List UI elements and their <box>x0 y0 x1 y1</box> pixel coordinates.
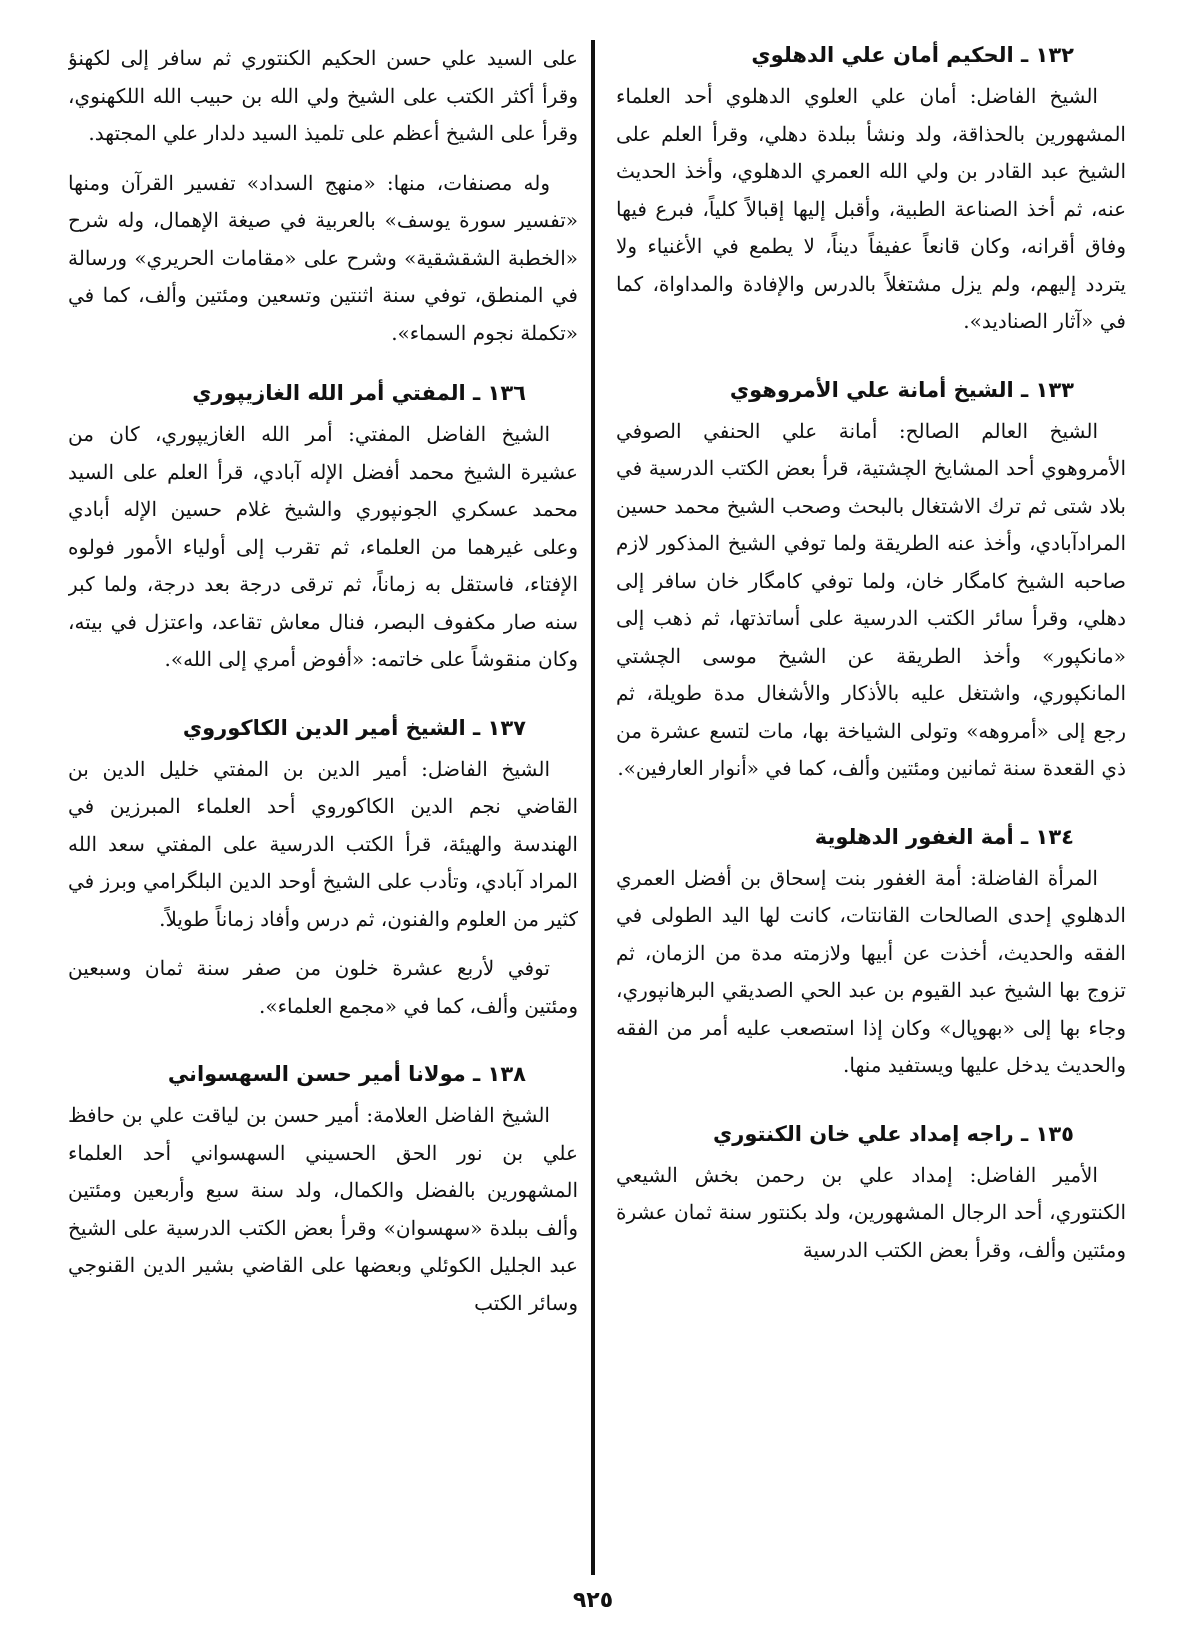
column-divider <box>591 40 595 1575</box>
entry-paragraph: المرأة الفاضلة: أمة الغفور بنت إسحاق بن أفضل العمري الدهلوي إحدى الصالحات القانتات، كانت لها اليد الطولى في الفقه والحديث، أخذت عن أبيها ولازمته مدة من الزمان، ثم تزوج بها الشيخ عبد القيوم بن عبد الحي الصديقي البرهانپوري، وجاء بها إلى «بهوپال» وكان إذا استصعب عليه أمر من الفقه والحديث يدخل عليها ويستفيد منها. <box>616 865 1126 1077</box>
entry-paragraph: الأمير الفاضل: إمداد علي بن رحمن بخش الشيعي الكنتوري، أحد الرجال المشهورين، ولد بكنتور سنة ثمان عشرة ومئتين وألف، وقرأ بعض الكتب الدرسية <box>616 1162 1126 1262</box>
biography-entry-135-continued <box>68 40 578 352</box>
entry-heading: ١٣٧ ـ الشيخ أمير الدين الكاكوروي <box>182 715 526 740</box>
page-number: ٩٢٥ <box>572 1588 614 1613</box>
entry-heading: ١٣٤ ـ أمة الغفور الدهلوية <box>814 824 1074 849</box>
entry-paragraph: توفي لأربع عشرة خلون من صفر سنة ثمان وسبعين ومئتين وألف، كما في «مجمع العلماء». <box>68 956 578 1018</box>
biography-entry-132 <box>616 40 1126 341</box>
entry-paragraph: وله مصنفات، منها: «منهج السداد» تفسير القرآن ومنها «تفسير سورة يوسف» بالعربية في صيغة الإهمال، وله شرح «الخطبة الشقشقية» وشرح على «مقامات الحريري» ورسالة في المنطق، توفي سنة اثنتين وتسعين ومئتين وألف، كما في «تكملة نجوم السماء». <box>68 170 578 345</box>
entry-heading: ١٣٦ ـ المفتي أمر الله الغازيپوري <box>192 381 526 405</box>
entry-heading: ١٣٢ ـ الحكيم أمان علي الدهلوي <box>751 43 1074 67</box>
entry-paragraph: الشيخ الفاضل المفتي: أمر الله الغازيپوري، كان من عشيرة الشيخ محمد أفضل الإله آبادي، قرأ العلم على السيد محمد عسكري الجونپوري والشيخ غلام حسين الإله أبادي وعلى غيرهما من العلماء، ثم تقرب إلى أولياء الأمور فولوه الإفتاء، فاستقل به زماناً، ثم ترقى درجة بعد درجة، ولما كبر سنه صار مكفوف البصر، فنال معاش تقاعد، واعتزل في بيته، وكان منقوشاً على خاتمه: «أفوض أمري إلى الله». <box>68 422 578 671</box>
entry-heading: ١٣٨ ـ مولانا أمير حسن السهسواني <box>167 1062 526 1086</box>
biography-entry-134 <box>616 822 1126 1085</box>
biography-entry-137 <box>68 713 578 1026</box>
left-column <box>68 40 578 1580</box>
biography-entry-133 <box>616 375 1126 788</box>
entry-paragraph: الشيخ الفاضل العلامة: أمير حسن بن لياقت علي بن حافظ علي بن نور الحق الحسيني السهسواني أحد العلماء المشهورين بالفضل والكمال، ولد سنة سبع وأربعين ومئتين وألف ببلدة «سهسوان» وقرأ بعض الكتب الدرسية على الشيخ عبد الجليل الكوئلي وبعضها على القاضي بشير الدين القنوجي وسائر الكتب <box>68 1103 578 1315</box>
biography-entry-138 <box>68 1059 578 1322</box>
entry-heading: ١٣٣ ـ الشيخ أمانة علي الأمروهوي <box>729 377 1074 402</box>
entry-paragraph: على السيد علي حسن الحكيم الكنتوري ثم سافر إلى لكهنؤ وقرأ أكثر الكتب على الشيخ ولي الله بن حبيب الله اللكهنوي، وقرأ على الشيخ أعظم على تلميذ السيد دلدار علي المجتهد. <box>68 46 578 145</box>
biography-entry-135 <box>616 1119 1126 1270</box>
entry-heading: ١٣٥ ـ راجه إمداد علي خان الكنتوري <box>712 1121 1074 1146</box>
entry-paragraph: الشيخ الفاضل: أمير الدين بن المفتي خليل الدين بن القاضي نجم الدين الكاكوروي أحد العلماء المبرزين في الهندسة والهيئة، قرأ الكتب الدرسية على المفتي سعد الله المراد آبادي، وتأدب على الشيخ أوحد الدين البلگرامي وبرز في كثير من العلوم والفنون، ثم درس وأفاد زماناً طويلاً. <box>68 756 578 931</box>
biography-entry-136 <box>68 378 578 679</box>
entry-paragraph: الشيخ العالم الصالح: أمانة علي الحنفي الصوفي الأمروهوي أحد المشايخ الچشتية، قرأ بعض الكتب الدرسية في بلاد شتى ثم ترك الاشتغال بالبحث وصحب الشيخ محمد حسين المرادآبادي، وأخذ عنه الطريقة ولما توفي الشيخ المذكور لازم صاحبه الشيخ كامگار خان، ولما توفي كامگار خان سافر إلى دهلي، وقرأ سائر الكتب الدرسية على أساتذتها، ثم ذهب إلى «مانكپور» وأخذ الطريقة عن الشيخ موسى الچشتي المانكپوري، واشتغل عليه بالأذكار والأشغال مدة طويلة، ثم رجع إلى «أمروهه» وتولى الشياخة بها، مات لتسع عشرة من ذي القعدة سنة ثمانين ومئتين وألف، كما في «أنوار العارفين». <box>616 418 1126 780</box>
entry-paragraph: الشيخ الفاضل: أمان علي العلوي الدهلوي أحد العلماء المشهورين بالحذاقة، ولد ونشأ ببلدة دهلي، وقرأ العلم على الشيخ عبد القادر بن ولي الله العمري الدهلوي، وأخذ الحديث عنه، ثم أخذ الصناعة الطبية، وأقبل إليها إقبالاً كلياً، فبرع فيها وفاق أقرانه، وكان قانعاً عفيفاً ديناً، لا يطمع في الأغنياء ولا يتردد إليهم، ولم يزل مشتغلاً بالدرس والإفادة والمداواة، كما في «آثار الصناديد». <box>616 84 1126 333</box>
right-column <box>616 40 1126 1580</box>
